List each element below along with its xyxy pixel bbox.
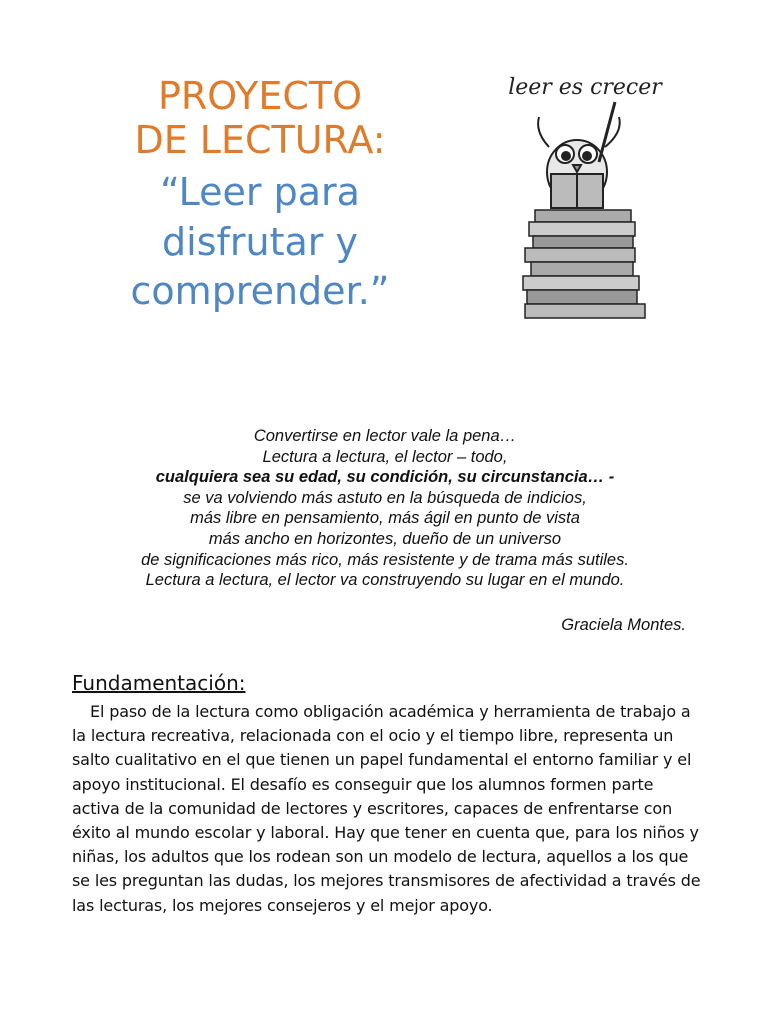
title-block	[60, 74, 460, 316]
title-line-2: DE LECTURA:	[134, 118, 386, 163]
paragraph-line: escritores, capaces de enfrentarse con éxito al mundo escolar y laboral.	[72, 798, 673, 843]
epigraph-author: Graciela Montes.	[561, 616, 686, 634]
paragraph-line: lecturas, los mejores consejeros y el mejor apoyo.	[99, 895, 493, 915]
epigraph	[70, 426, 700, 591]
paragraph-line: trabajo a la lectura recreativa, relacionada con el ocio y el tiempo libre,	[72, 702, 691, 746]
paragraph-line: el entorno familiar y el apoyo institucional. El desafío es conseguir que	[72, 750, 692, 794]
title-quote-line-2: disfrutar y	[162, 219, 358, 264]
paragraph-line: Hay que tener en cuenta que, para los niños y niñas, los adultos que los	[72, 823, 699, 867]
illustration-caption: leer es crecer	[508, 75, 662, 100]
paragraph-line: los alumnos formen parte activa de la comunidad de lectores y	[72, 774, 654, 818]
title-line-1: PROYECTO	[157, 74, 363, 118]
paragraph-line: El paso de la lectura como obligación académica y herramienta de	[90, 702, 616, 721]
title-quote-line-3: comprender.”	[130, 268, 390, 313]
epigraph-line: de significaciones más rico, más resistente y de trama más sutiles.	[141, 550, 629, 569]
owl-figure	[538, 102, 620, 208]
paragraph-line: rodean son un modelo de lectura, aquellos a los que se les preguntan	[72, 847, 689, 891]
owl-reading-on-books-icon	[495, 62, 675, 332]
epigraph-line: Convertirse en lector vale la pena…	[253, 427, 517, 445]
epigraph-line: se va volviendo más astuto en la búsqueda de indicios,	[183, 488, 587, 507]
paragraph-line: las dudas, los mejores transmisores de afectividad a través de las	[72, 871, 701, 915]
epigraph-line: Lectura a lectura, el lector va construyendo su lugar en el mundo.	[145, 571, 625, 590]
paragraph-line: representa un salto cualitativo en el que tienen un papel fundamental	[72, 726, 674, 770]
fundamentacion-paragraph	[72, 700, 702, 918]
title-quote-line-1: “Leer para	[160, 170, 360, 215]
book-stack	[523, 210, 645, 318]
epigraph-line: cualquiera sea su edad, su condición, su circunstancia… -	[155, 468, 615, 487]
title-quote	[60, 168, 460, 316]
section-heading-fundamentacion: Fundamentación:	[72, 671, 246, 695]
epigraph-line: Lectura a lectura, el lector – todo,	[262, 447, 508, 466]
epigraph-line: más ancho en horizontes, dueño de un universo	[208, 529, 562, 548]
epigraph-line: más libre en pensamiento, más ágil en punto de vista	[190, 509, 580, 528]
